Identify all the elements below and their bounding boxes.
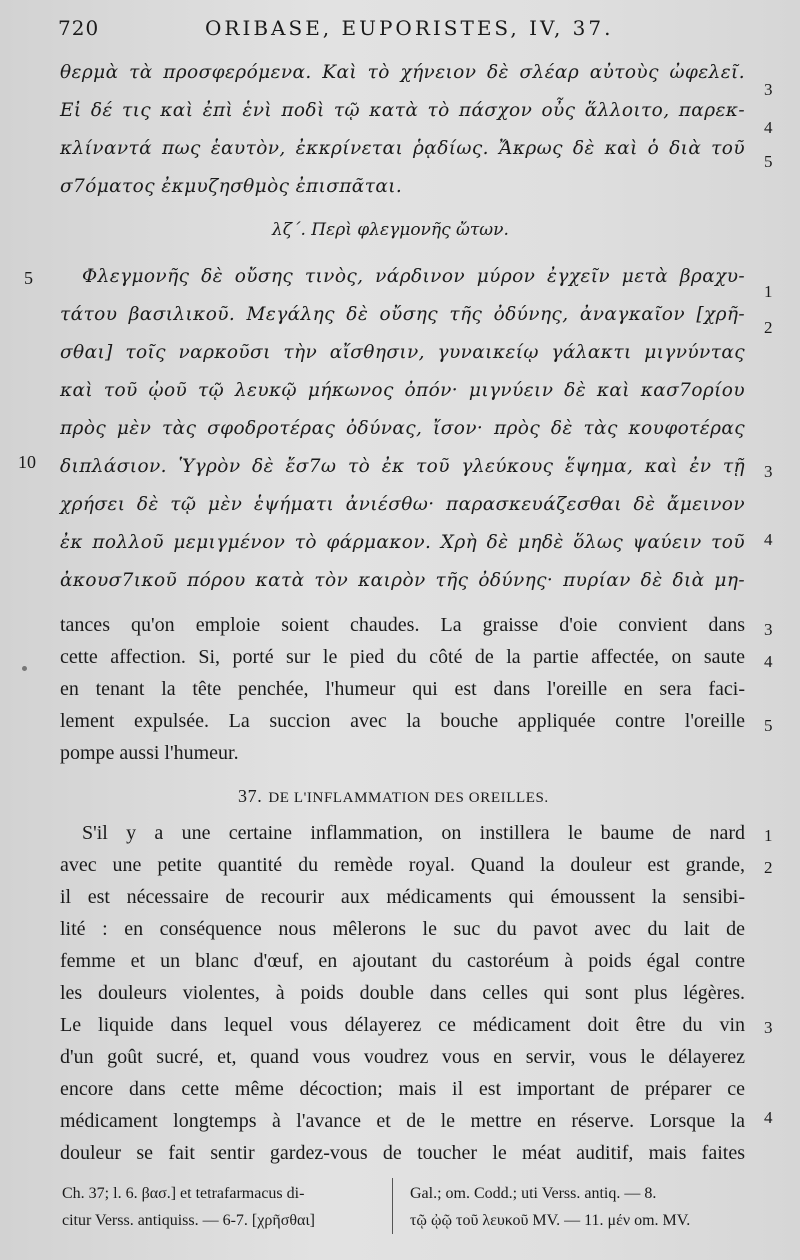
greek-line: καὶ τοῦ ᾠοῦ τῷ λευκῷ μήκωνος ὀπόν· μιγνύειν δὲ καὶ κασ7ορίου	[60, 380, 745, 401]
margin-line-number: 1	[764, 826, 773, 845]
greek-line: πρὸς μὲν τὰς σφοδροτέρας ὀδύνας, ἴσον· πρὸς δὲ τὰς κουφοτέρας	[60, 418, 745, 439]
margin-line-number: 3	[764, 620, 773, 639]
left-line-number: 10	[18, 452, 36, 472]
greek-line: τάτου βασιλικοῦ. Μεγάλης δὲ οὔσης τῆς ὀδύνης, ἀναγκαῖον [χρῆ-	[60, 304, 745, 325]
french-line: il est nécessaire de recourir aux médicaments qui émoussent la sensibi-	[60, 886, 745, 908]
french-line: avec une petite quantité du remède royal. Quand la douleur est grande,	[60, 854, 745, 876]
french-line: encore dans cette même décoction; mais il est important de préparer ce	[60, 1078, 745, 1100]
french-line: pompe aussi l'humeur.	[60, 742, 239, 764]
french-line: cette affection. Si, porté sur le pied du côté de la partie affectée, on saute	[60, 646, 745, 668]
french-line: douleur se fait sentir gardez-vous de toucher le méat auditif, mais faites	[60, 1142, 745, 1164]
french-line: d'un goût sucré, et, quand vous voudrez vous en servir, vous le délayerez	[60, 1046, 745, 1068]
greek-line: Φλεγμονῆς δὲ οὔσης τινὸς, νάρδινον μύρον ἐγχεῖν μετὰ βραχυ-	[82, 266, 745, 287]
margin-line-number: 4	[764, 1108, 773, 1127]
margin-line-number: 3	[764, 1018, 773, 1037]
greek-line: χρήσει δὲ τῷ μὲν ἑψήματι ἀνιέσθω· παρασκευάζεσθαι δὲ ἄμεινον	[60, 494, 745, 515]
french-line: lité : en conséquence nous mêlerons le suc du pavot avec du lait de	[60, 918, 745, 940]
margin-line-number: 4	[764, 118, 773, 137]
greek-line: διπλάσιον. Ὑγρὸν δὲ ἔσ7ω τὸ ἐκ τοῦ γλεύκους ἕψημα, καὶ ἐν τῇ	[60, 456, 745, 477]
margin-line-number: 3	[764, 462, 773, 481]
margin-line-number: 2	[764, 858, 773, 877]
greek-section-heading: λζ΄. Περὶ φλεγμονῆς ὤτων.	[272, 220, 509, 240]
greek-line: θερμὰ τὰ προσφερόμενα. Καὶ τὸ χήνειον δὲ σλέαρ αὐτοὺς ὠφελεῖ.	[60, 62, 745, 83]
margin-line-number: 4	[764, 530, 773, 549]
page-header	[0, 16, 800, 48]
ink-spot	[22, 666, 27, 671]
french-line: tances qu'on emploie soient chaudes. La graisse d'oie convient dans	[60, 614, 745, 636]
page-number: 720	[58, 16, 100, 40]
french-line: S'il y a une certaine inflammation, on instillera le baume de nard	[82, 822, 745, 844]
margin-line-number: 4	[764, 652, 773, 671]
greek-line: ἀκουσ7ικοῦ πόρου κατὰ τὸν καιρὸν τῆς ὀδύνης· πυρίαν δὲ διὰ μη-	[60, 570, 745, 591]
footnotes-right	[410, 1180, 690, 1234]
margin-line-number: 2	[764, 318, 773, 337]
greek-line: σθαι] τοῖς ναρκοῦσι τὴν αἴσθησιν, γυναικείῳ γάλακτι μιγνύντας	[60, 342, 745, 363]
margin-line-number: 5	[764, 716, 773, 735]
french-line: les douleurs violentes, à poids double dans celles qui sont plus légères.	[60, 982, 745, 1004]
footnote-line: Gal.; om. Codd.; uti Verss. antiq. — 8.	[410, 1185, 657, 1202]
french-line: lement expulsée. La succion avec la bouche appliquée contre l'oreille	[60, 710, 745, 732]
footnote-line: Ch. 37; l. 6. βασ.] et tetrafarmacus di-	[62, 1185, 305, 1202]
section-number: 37.	[238, 786, 263, 806]
section-title: DE L'INFLAMMATION DES OREILLES.	[268, 790, 549, 806]
greek-line: Εἰ δέ τις καὶ ἐπὶ ἑνὶ ποδὶ τῷ κατὰ τὸ πάσχον οὖς ἅλλοιτο, παρεκ-	[60, 100, 745, 121]
footnote-divider	[392, 1178, 393, 1234]
footnote-line: τῷ ᾠῷ τοῦ λευκοῦ MV. — 11. μέν om. MV.	[410, 1212, 691, 1229]
margin-line-number: 3	[764, 80, 773, 99]
french-line: femme et un blanc d'œuf, en ajoutant du castoréum à poids égal contre	[60, 950, 745, 972]
footnote-line: citur Verss. antiquiss. — 6-7. [χρῆσθαι]	[62, 1212, 315, 1229]
french-section-heading	[238, 786, 549, 807]
running-title: ORIBASE, EUPORISTES, IV, 37.	[205, 16, 614, 40]
left-line-number: 5	[24, 268, 33, 288]
greek-line: ἐκ πολλοῦ μεμιγμένον τὸ φάρμακον. Χρὴ δὲ μηδὲ ὅλως ψαύειν τοῦ	[60, 532, 745, 553]
french-line: Le liquide dans lequel vous délayerez ce médicament doit être du vin	[60, 1014, 745, 1036]
margin-line-number: 5	[764, 152, 773, 171]
greek-line: σ7όματος ἐκμυζησθμὸς ἐπισπᾶται.	[60, 176, 403, 197]
greek-line: κλίναντά πως ἑαυτὸν, ἐκκρίνεται ῥᾳδίως. Ἄκρως δὲ καὶ ὁ διὰ τοῦ	[60, 138, 745, 159]
french-line: médicament longtemps à l'avance et de le mettre en réserve. Lorsque la	[60, 1110, 745, 1132]
margin-line-number: 1	[764, 282, 773, 301]
french-line: en tenant la tête penchée, l'humeur qui est dans l'oreille en sera faci-	[60, 678, 745, 700]
footnotes-left	[62, 1180, 315, 1234]
